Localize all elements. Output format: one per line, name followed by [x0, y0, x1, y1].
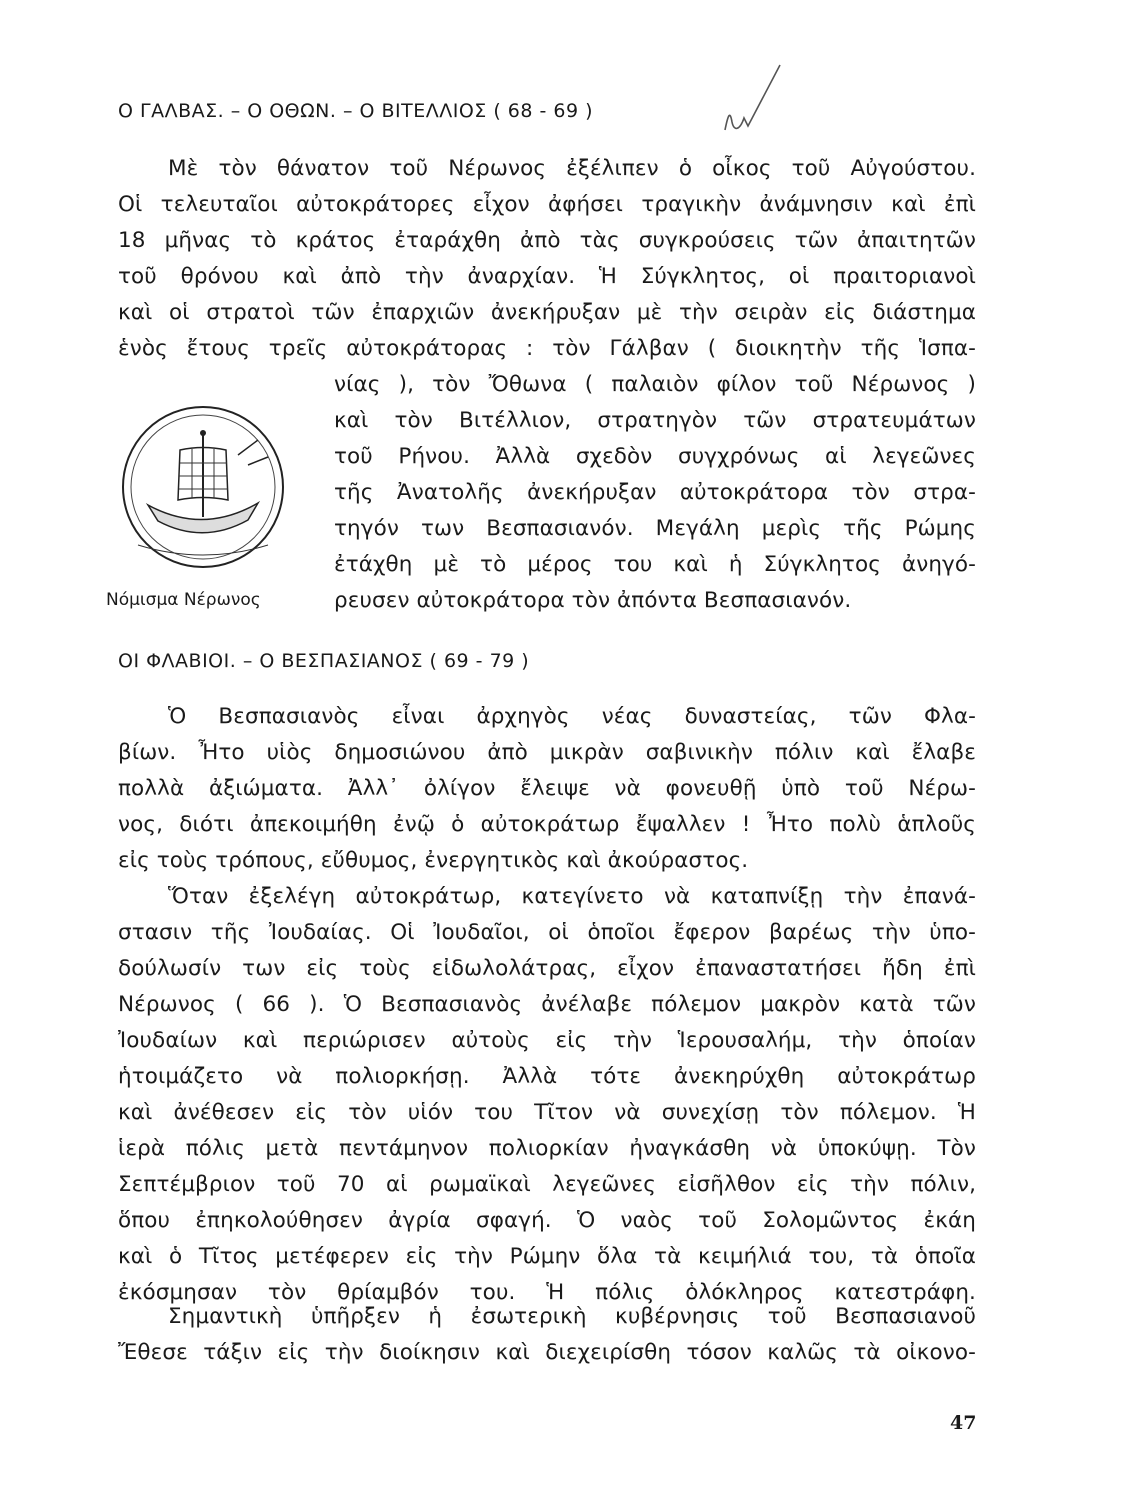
paragraph-line: εἰς τοὺς τρόπους, εὔθυμος, ἐνεργητικὸς καὶ ἀκούραστος. — [118, 848, 749, 873]
paragraph-line: ἱερὰ πόλις μετὰ πεντάμηνον πολιορκίαν ἠναγκάσθη νὰ ὑποκύψῃ. Τὸν — [118, 1136, 976, 1161]
paragraph-line: στασιν τῆς Ἰουδαίας. Οἱ Ἰουδαῖοι, οἱ ὁποῖοι ἔφερον βαρέως τὴν ὑπο- — [118, 920, 976, 945]
paragraph-line: Ὅταν ἐξελέγη αὐτοκράτωρ, κατεγίνετο νὰ καταπνίξῃ τὴν ἐπανά- — [168, 884, 976, 909]
paragraph-line: 18 μῆνας τὸ κράτος ἐταράχθη ἀπὸ τὰς συγκρούσεις τῶν ἀπαιτητῶν — [118, 228, 976, 253]
paragraph-line: τοῦ θρόνου καὶ ἀπὸ τὴν ἀναρχίαν. Ἡ Σύγκλητος, οἱ πραιτοριανοὶ — [118, 264, 976, 289]
paragraph-line: ἐτάχθη μὲ τὸ μέρος του καὶ ἡ Σύγκλητος ἀνηγό- — [334, 552, 976, 577]
coin-ship-icon — [108, 395, 298, 575]
page-number: 47 — [950, 1412, 977, 1434]
paragraph-line: Μὲ τὸν θάνατον τοῦ Νέρωνος ἐξέλιπεν ὁ οἶκος τοῦ Αὐγούστου. — [168, 156, 976, 181]
paragraph-line: Σημαντικὴ ὑπῆρξεν ἡ ἐσωτερικὴ κυβέρνησις τοῦ Βεσπασιανοῦ — [168, 1304, 976, 1329]
paragraph-line: Νέρωνος ( 66 ). Ὁ Βεσπασιανὸς ἀνέλαβε πόλεμον μακρὸν κατὰ τῶν — [118, 992, 976, 1017]
paragraph-line: καὶ τὸν Βιτέλλιον, στρατηγὸν τῶν στρατευμάτων — [334, 408, 976, 433]
paragraph-line: ρευσεν αὐτοκράτορα τὸν ἀπόντα Βεσπασιανόν. — [334, 588, 852, 613]
paragraph-line: Οἱ τελευταῖοι αὐτοκράτορες εἶχον ἀφήσει τραγικὴν ἀνάμνησιν καὶ ἐπὶ — [118, 192, 976, 217]
paragraph-line: Σεπτέμβριον τοῦ 70 αἱ ρωμαϊκαὶ λεγεῶνες εἰσῆλθον εἰς τὴν πόλιν, — [118, 1172, 976, 1197]
paragraph-line: καὶ οἱ στρατοὶ τῶν ἐπαρχιῶν ἀνεκήρυξαν μὲ τὴν σειρὰν εἰς διάστημα — [118, 300, 976, 325]
paragraph-line: πολλὰ ἀξιώματα. Ἀλλ᾿ ὀλίγον ἔλειψε νὰ φονευθῇ ὑπὸ τοῦ Νέρω- — [118, 776, 976, 801]
paragraph-line: ἐκόσμησαν τὸν θρίαμβόν του. Ἡ πόλις ὁλόκληρος κατεστράφη. — [118, 1280, 976, 1305]
paragraph-line: δούλωσίν των εἰς τοὺς εἰδωλολάτρας, εἶχον ἐπαναστατήσει ἤδη ἐπὶ — [118, 956, 976, 981]
paragraph-line: ὅπου ἐπηκολούθησεν ἀγρία σφαγή. Ὁ ναὸς τοῦ Σολομῶντος ἐκάη — [118, 1208, 976, 1233]
section-heading-flavians: ΟΙ ΦΛΑΒΙΟΙ. – Ο ΒΕΣΠΑΣΙΑΝΟΣ ( 69 - 79 ) — [118, 650, 530, 672]
handwritten-mark — [700, 60, 790, 140]
paragraph-line: νίας ), τὸν Ὄθωνα ( παλαιὸν φίλον τοῦ Νέρωνος ) — [334, 372, 976, 397]
paragraph-line: ἑνὸς ἔτους τρεῖς αὐτοκράτορας : τὸν Γάλβαν ( διοικητὴν τῆς Ἱσπα- — [118, 336, 976, 361]
paragraph-line: τῆς Ἀνατολῆς ἀνεκήρυξαν αὐτοκράτορα τὸν στρα- — [334, 480, 976, 505]
paragraph-line: νος, διότι ἀπεκοιμήθη ἐνῷ ὁ αὐτοκράτωρ ἔψαλλεν ! Ἦτο πολὺ ἁπλοῦς — [118, 812, 976, 837]
paragraph-line: καὶ ἀνέθεσεν εἰς τὸν υἱόν του Τῖτον νὰ συνεχίσῃ τὸν πόλεμον. Ἡ — [118, 1100, 976, 1125]
section-heading-galbas: Ο ΓΑΛΒΑΣ. – Ο ΟΘΩΝ. – Ο ΒΙΤΕΛΛΙΟΣ ( 68 - 69 ) — [118, 100, 594, 122]
paragraph-line: τοῦ Ρήνου. Ἀλλὰ σχεδὸν συγχρόνως αἱ λεγεῶνες — [334, 444, 976, 469]
paragraph-line: τηγόν των Βεσπασιανόν. Μεγάλη μερὶς τῆς Ρώμης — [334, 516, 976, 541]
paragraph-line: Ἔθεσε τάξιν εἰς τὴν διοίκησιν καὶ διεχειρίσθη τόσον καλῶς τὰ οἰκονο- — [118, 1340, 976, 1365]
figure-caption: Νόμισμα Νέρωνος — [106, 590, 261, 610]
paragraph-line: ἡτοιμάζετο νὰ πολιορκήσῃ. Ἀλλὰ τότε ἀνεκηρύχθη αὐτοκράτωρ — [118, 1064, 976, 1089]
paragraph-line: Ὁ Βεσπασιανὸς εἶναι ἀρχηγὸς νέας δυναστείας, τῶν Φλα- — [168, 704, 976, 729]
paragraph-line: Ἰουδαίων καὶ περιώρισεν αὐτοὺς εἰς τὴν Ἱερουσαλήμ, τὴν ὁποίαν — [118, 1028, 976, 1053]
paragraph-line: βίων. Ἦτο υἱὸς δημοσιώνου ἀπὸ μικρὰν σαβινικὴν πόλιν καὶ ἔλαβε — [118, 740, 976, 765]
paragraph-line: καὶ ὁ Τῖτος μετέφερεν εἰς τὴν Ρώμην ὅλα τὰ κειμήλιά του, τὰ ὁποῖα — [118, 1244, 976, 1269]
